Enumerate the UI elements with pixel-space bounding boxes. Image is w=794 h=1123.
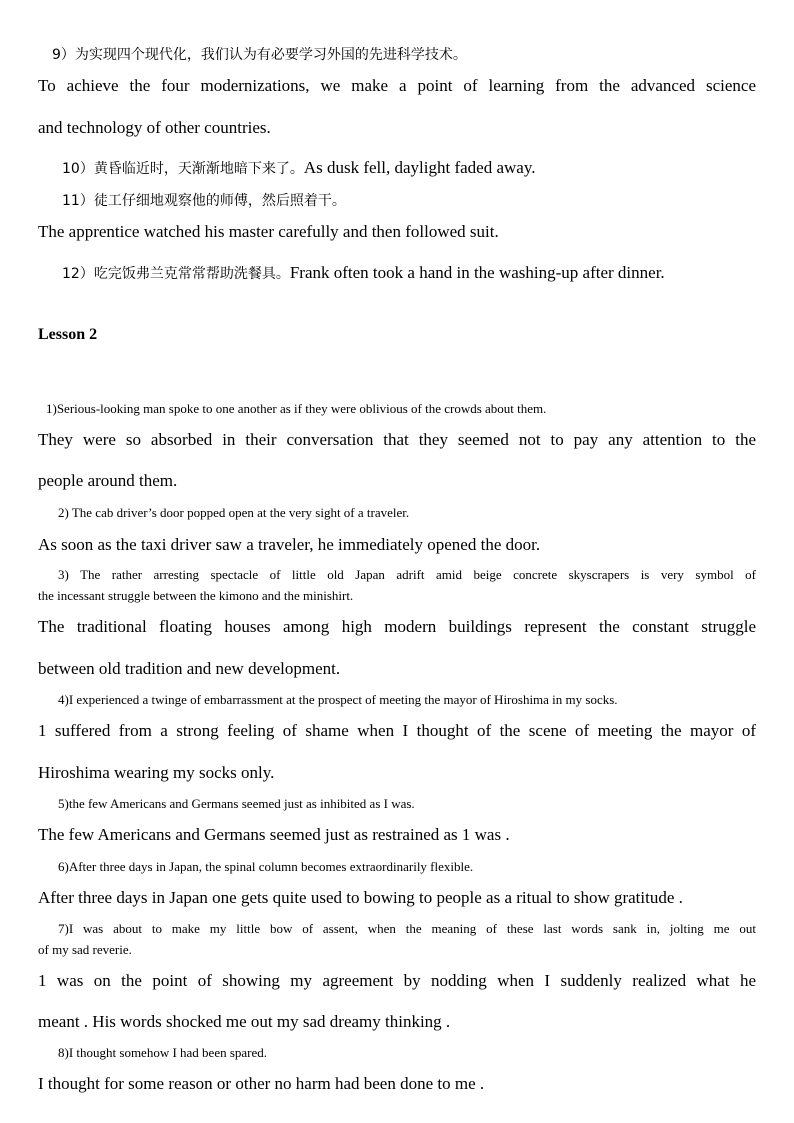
- lesson2-item-1-translation-line-1: They were so absorbed in their conversation that they seemed not to pay any attention to the: [38, 430, 756, 449]
- item-10: [62, 158, 535, 178]
- lesson2-item-2-translation: As soon as the taxi driver saw a traveler, he immediately opened the door.: [38, 535, 541, 554]
- lesson2-item-6-source: 6)After three days in Japan, the spinal column becomes extraordinarily flexible.: [58, 859, 474, 874]
- lesson-2-heading: Lesson 2: [38, 326, 98, 343]
- item-12-english: Frank often took a hand in the washing-up after dinner.: [289, 263, 665, 282]
- item-12-chinese: 12）吃完饭弗兰克常常帮助洗餐具。: [62, 266, 290, 282]
- item-12: [62, 263, 665, 283]
- lesson2-item-6-translation: After three days in Japan one gets quite used to bowing to people as a ritual to show gratitude .: [38, 888, 683, 907]
- lesson2-item-4-translation-line-1: 1 suffered from a strong feeling of shame when I thought of the scene of meeting the mayor of: [38, 721, 756, 740]
- lesson2-item-3-translation-line-1: The traditional floating houses among high modern buildings represent the constant struggle: [38, 617, 756, 636]
- lesson2-item-7-translation-line-2: meant . His words shocked me out my sad dreamy thinking .: [38, 1012, 451, 1031]
- lesson2-item-3-source-line-2: the incessant struggle between the kimono and the minishirt.: [38, 588, 354, 603]
- lesson2-item-2-source: 2) The cab driver’s door popped open at the very sight of a traveler.: [58, 505, 410, 520]
- lesson2-item-3-source-line-1: 3) The rather arresting spectacle of little old Japan adrift amid beige concrete skyscrapers is very symbol of: [58, 567, 756, 582]
- item-9-english-line-1: To achieve the four modernizations, we make a point of learning from the advanced science: [38, 76, 756, 95]
- lesson2-item-5-translation: The few Americans and Germans seemed just as restrained as 1 was .: [38, 825, 510, 844]
- lesson2-item-7-source-line-2: of my sad reverie.: [38, 942, 132, 957]
- lesson2-item-1-translation-line-2: people around them.: [38, 471, 178, 490]
- lesson2-item-8-translation: I thought for some reason or other no harm had been done to me .: [38, 1074, 485, 1093]
- lesson2-item-4-source: 4)I experienced a twinge of embarrassment at the prospect of meeting the mayor of Hiroshima in my socks.: [58, 692, 618, 707]
- lesson2-item-4-translation-line-2: Hiroshima wearing my socks only.: [38, 763, 275, 782]
- lesson2-item-8-source: 8)I thought somehow I had been spared.: [58, 1045, 268, 1060]
- item-11-english: The apprentice watched his master carefully and then followed suit.: [38, 222, 499, 241]
- item-9-chinese: 9）为实现四个现代化，我们认为有必要学习外国的先进科学技术。: [52, 47, 467, 63]
- lesson2-item-7-translation-line-1: 1 was on the point of showing my agreement by nodding when I suddenly realized what he: [38, 971, 756, 990]
- item-10-chinese: 10）黄昏临近时，天渐渐地暗下来了。: [62, 161, 304, 177]
- lesson2-item-5-source: 5)the few Americans and Germans seemed just as inhibited as I was.: [58, 796, 415, 811]
- item-9-english-line-2: and technology of other countries.: [38, 118, 271, 137]
- lesson2-item-3-translation-line-2: between old tradition and new development.: [38, 659, 341, 678]
- lesson2-item-1-source: 1)Serious-looking man spoke to one another as if they were oblivious of the crowds about them.: [46, 401, 547, 416]
- item-10-english: As dusk fell, daylight faded away.: [303, 158, 536, 177]
- item-11-chinese: 11）徒工仔细地观察他的师傅，然后照着干。: [62, 193, 346, 209]
- lesson2-item-7-source-line-1: 7)I was about to make my little bow of assent, when the meaning of these last words sank in, jolting me out: [58, 921, 756, 936]
